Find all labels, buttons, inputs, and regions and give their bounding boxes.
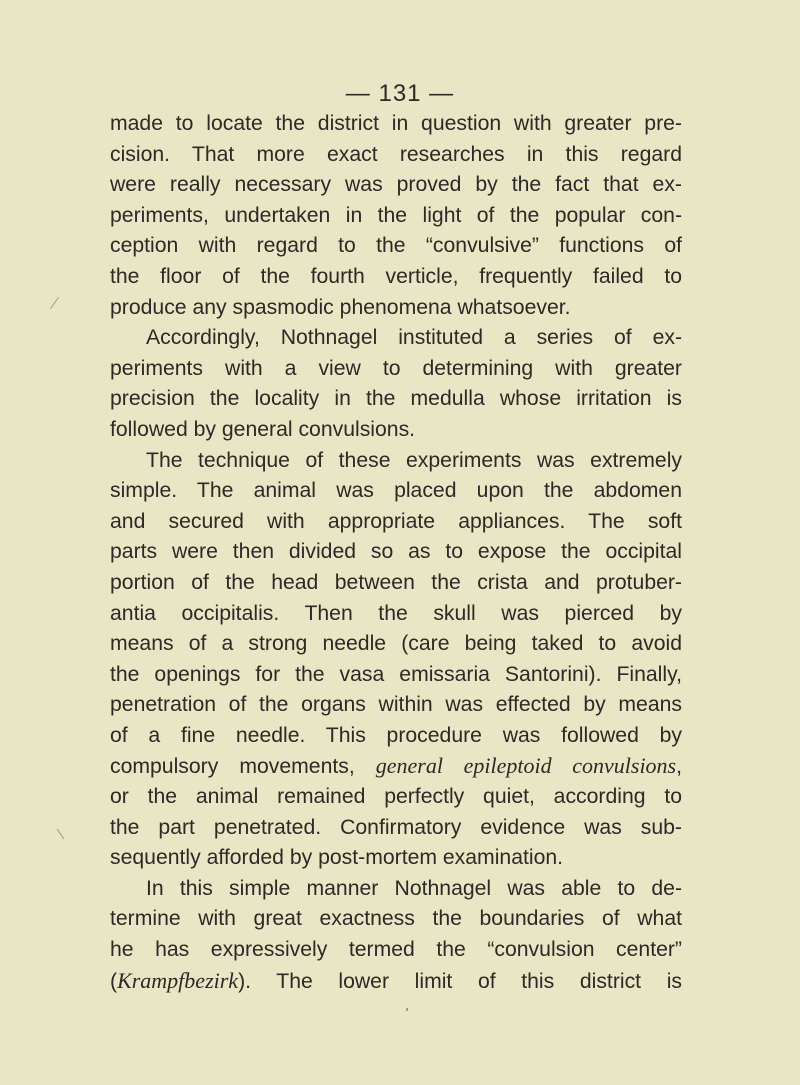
paragraph-start-line: In this simple manner Nothnagel was able to de- — [146, 876, 682, 900]
text-line: ception with regard to the “convulsive” functions of — [110, 234, 682, 258]
text-run: ( — [110, 969, 118, 993]
page-number: — 131 — — [345, 80, 455, 107]
body-text — [110, 109, 682, 996]
scan-mark — [57, 829, 65, 839]
italic-term: Krampfbezirk — [117, 967, 239, 993]
text-line: produce any spasmodic phenomena whatsoever. — [110, 295, 571, 319]
text-line-with-italic — [110, 751, 682, 782]
text-line: periments, undertaken in the light of the popular con- — [110, 203, 682, 227]
text-line: parts were then divided so as to expose the occipital — [110, 540, 682, 564]
text-line: periments with a view to determining with greater — [110, 356, 682, 380]
text-run: , — [676, 755, 682, 779]
scan-mark — [406, 1008, 408, 1011]
text-line: the openings for the vasa emissaria Santorini). Finally, — [110, 662, 682, 686]
text-line: termine with great exactness the boundaries of what — [110, 907, 682, 931]
text-run: compulsory movements, — [110, 755, 376, 779]
text-line: cision. That more exact researches in this regard — [110, 142, 682, 166]
text-line: means of a strong needle (care being taked to avoid — [110, 632, 682, 656]
text-line: he has expressively termed the “convulsion center” — [110, 938, 682, 962]
text-line: and secured with appropriate appliances. The soft — [110, 509, 682, 533]
paragraph-start-line: Accordingly, Nothnagel instituted a series of ex- — [146, 326, 682, 350]
text-line: of a fine needle. This procedure was followed by — [110, 723, 682, 747]
text-line: the floor of the fourth verticle, frequently failed to — [110, 264, 682, 288]
text-line: portion of the head between the crista and protuber- — [110, 570, 682, 594]
italic-phrase: general epileptoid convulsions — [375, 753, 677, 779]
text-run: ). The lower limit of this district is — [238, 969, 682, 993]
scan-mark — [50, 297, 59, 309]
text-line-with-italic — [110, 966, 682, 997]
text-line: antia occipitalis. Then the skull was pierced by — [110, 601, 682, 625]
text-line: precision the locality in the medulla whose irritation is — [110, 387, 682, 411]
text-line: were really necessary was proved by the fact that ex- — [110, 173, 682, 197]
text-line: followed by general convulsions. — [110, 417, 416, 441]
text-line: or the animal remained perfectly quiet, according to — [110, 785, 682, 809]
paragraph-start-line: The technique of these experiments was extremely — [146, 448, 682, 472]
text-line: simple. The animal was placed upon the abdomen — [110, 479, 682, 503]
text-line: made to locate the district in question with greater pre- — [110, 112, 682, 135]
text-line: sequently afforded by post-mortem examination. — [110, 846, 564, 870]
text-line: penetration of the organs within was effected by means — [110, 693, 682, 717]
text-line: the part penetrated. Confirmatory evidence was sub- — [110, 815, 682, 839]
